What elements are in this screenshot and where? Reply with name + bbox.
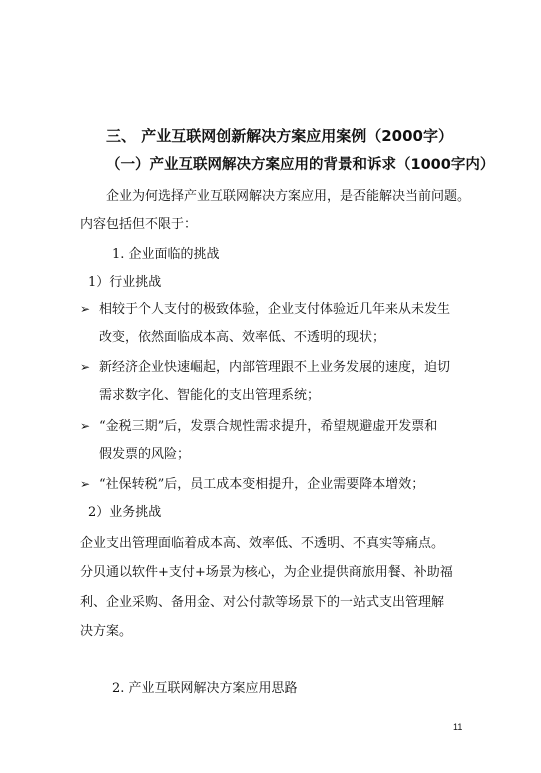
- arrow-bullet-icon: ➢: [80, 477, 91, 491]
- bullet-2-line-2: 需求数字化、智能化的支出管理系统；: [99, 388, 321, 403]
- arrow-bullet-icon: ➢: [80, 302, 91, 316]
- bullet-3-line-2: 假发票的风险；: [99, 447, 191, 462]
- heading-2: （一）产业互联网解决方案应用的背景和诉求（1000字内）: [106, 157, 495, 173]
- business-line-3: 利、企业采购、备用金、对公付款等场景下的一站式支出管理解: [80, 595, 445, 610]
- bullet-4-line-1: “社保转税”后，员工成本变相提升，企业需要降本增效；: [99, 477, 425, 492]
- bullet-2-line-1: 新经济企业快速崛起，内部管理跟不上业务发展的速度，迫切: [99, 360, 451, 375]
- arrow-bullet-icon: ➢: [80, 360, 91, 374]
- subsection-2-title: 2）业务挑战: [88, 505, 162, 520]
- heading-1: 三、 产业互联网创新解决方案应用案例（2000字）: [106, 127, 453, 145]
- business-line-2: 分贝通以软件+支付+场景为核心，为企业提供商旅用餐、补助福: [80, 565, 453, 580]
- intro-line-2: 内容包括但不限于：: [80, 217, 198, 232]
- business-line-4: 决方案。: [80, 624, 133, 639]
- arrow-bullet-icon: ➢: [80, 419, 91, 433]
- bullet-1-line-2: 改变，依然面临成本高、效率低、不透明的现状；: [99, 330, 386, 345]
- section-1-title: 1. 企业面临的挑战: [112, 247, 220, 262]
- intro-line-1: 企业为何选择产业互联网解决方案应用，是否能解决当前问题。: [106, 189, 471, 204]
- bullet-3-line-1: “金税三期”后，发票合规性需求提升，希望规避虚开发票和: [99, 419, 438, 434]
- subsection-1-title: 1）行业挑战: [88, 275, 162, 290]
- section-2-title: 2. 产业互联网解决方案应用思路: [112, 681, 298, 696]
- business-line-1: 企业支出管理面临着成本高、效率低、不透明、不真实等痛点。: [80, 536, 445, 551]
- bullet-1-line-1: 相较于个人支付的极致体验，企业支付体验近几年来从未发生: [99, 302, 451, 317]
- page-number: 11: [453, 722, 463, 732]
